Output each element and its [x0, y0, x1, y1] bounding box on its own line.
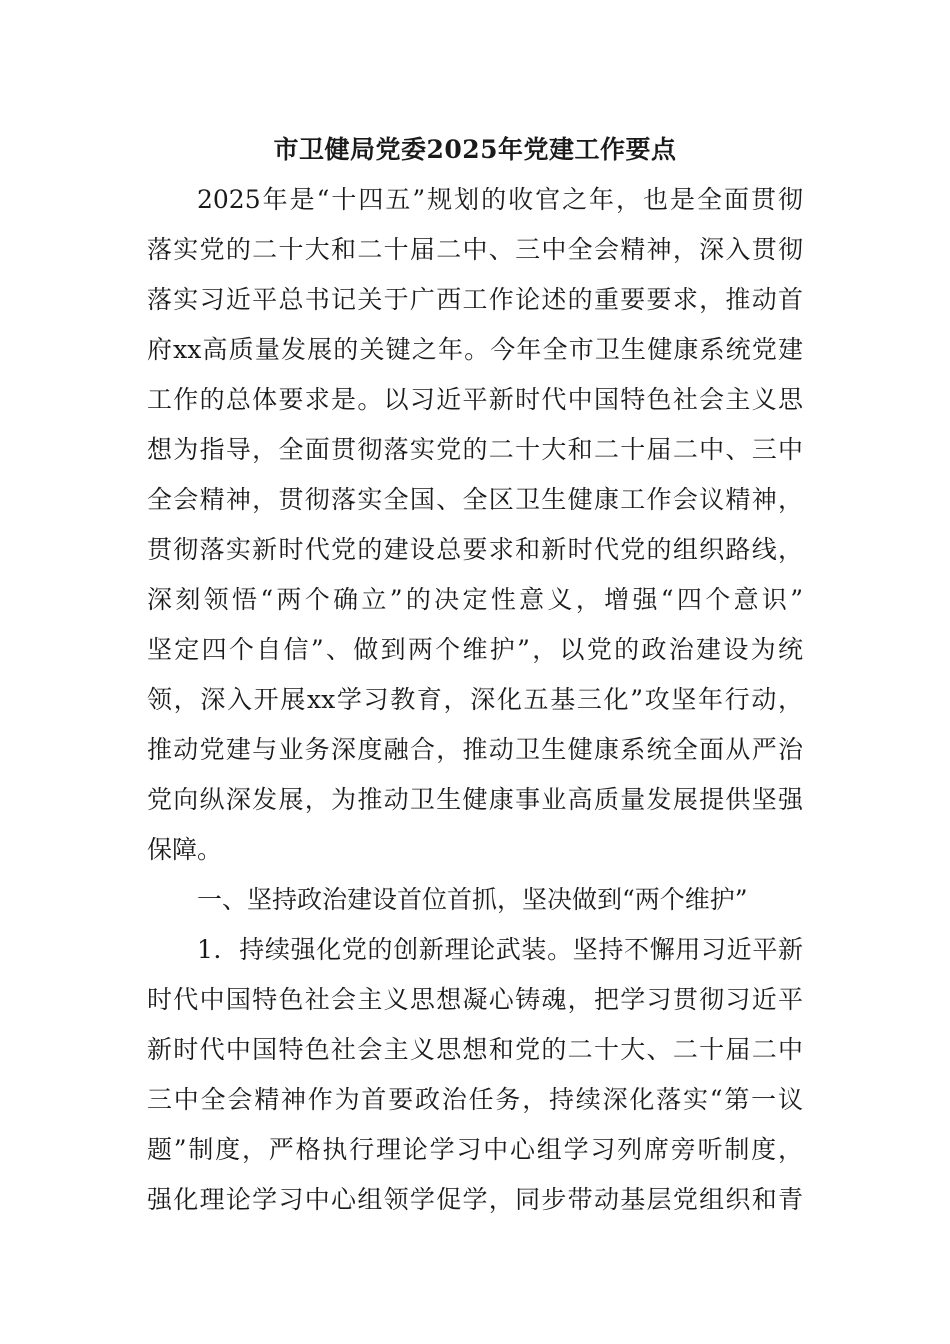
paragraph-line: 三中全会精神作为首要政治任务，持续深化落实“第一议: [147, 1085, 803, 1114]
paragraph-line: 时代中国特色社会主义思想凝心铸魂，把学习贯彻习近平: [147, 985, 803, 1014]
paragraph-line: 强化理论学习中心组领学促学，同步带动基层党组织和青: [147, 1185, 803, 1214]
paragraph-line: 党向纵深发展，为推动卫生健康事业高质量发展提供坚强: [147, 785, 803, 814]
paragraph-line: 落实党的二十大和二十届二中、三中全会精神，深入贯彻: [147, 235, 803, 264]
paragraph-line: 府xx高质量发展的关键之年。今年全市卫生健康系统党建: [147, 335, 803, 364]
paragraph-line: 题”制度，严格执行理论学习中心组学习列席旁听制度，: [147, 1135, 803, 1164]
paragraph-line: 保障。: [147, 835, 223, 864]
paragraph-line: 坚定四个自信”、做到两个维护”，以党的政治建设为统: [147, 635, 803, 664]
paragraph-line: 领，深入开展xx学习教育，深化五基三化”攻坚年行动，: [147, 685, 803, 714]
paragraph-line: 深刻领悟“两个确立”的决定性意义，增强“四个意识”: [147, 585, 803, 614]
paragraph-line: 新时代中国特色社会主义思想和党的二十大、二十届二中: [147, 1035, 803, 1064]
paragraph-line: 落实习近平总书记关于广西工作论述的重要要求，推动首: [147, 285, 803, 314]
paragraph-line: 想为指导，全面贯彻落实党的二十大和二十届二中、三中: [147, 435, 803, 464]
document-title: 市卫健局党委2025年党建工作要点: [273, 135, 677, 164]
paragraph-line: 2025年是“十四五”规划的收官之年，也是全面贯彻: [197, 185, 803, 214]
paragraph-line: 贯彻落实新时代党的建设总要求和新时代党的组织路线，: [147, 535, 803, 564]
paragraph-line: 推动党建与业务深度融合，推动卫生健康系统全面从严治: [147, 735, 803, 764]
paragraph-line: 工作的总体要求是。以习近平新时代中国特色社会主义思: [147, 385, 803, 414]
section-heading: 一、坚持政治建设首位首抓，坚决做到“两个维护”: [197, 885, 748, 914]
paragraph-line: 全会精神，贯彻落实全国、全区卫生健康工作会议精神，: [147, 485, 803, 514]
paragraph-line: 1．持续强化党的创新理论武装。坚持不懈用习近平新: [197, 935, 803, 964]
